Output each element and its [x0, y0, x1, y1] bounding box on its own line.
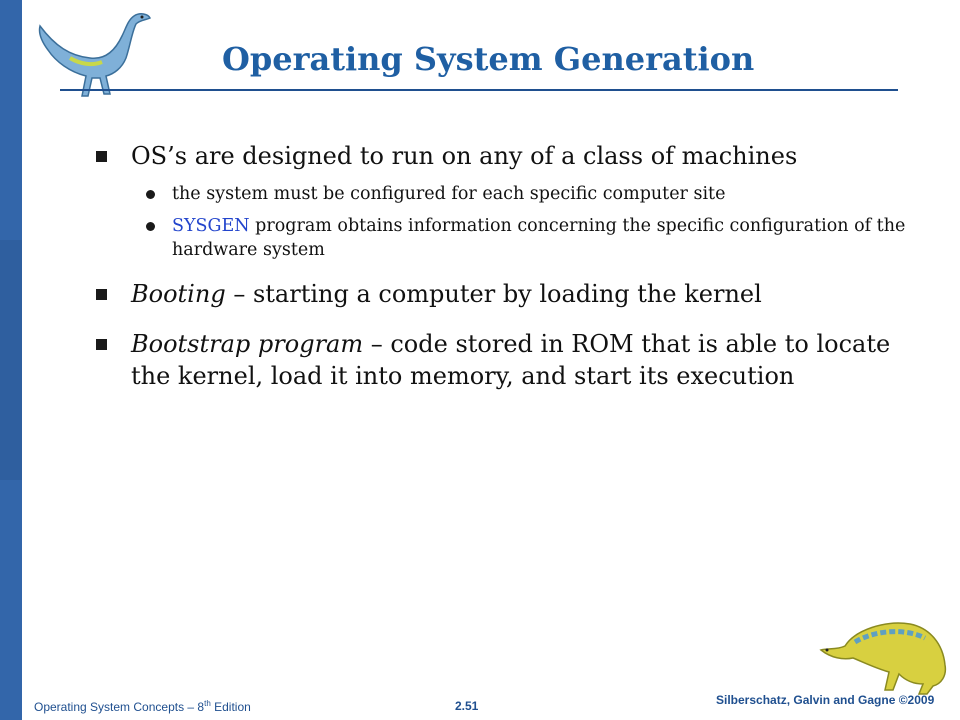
sub-bullet-text: the system must be configured for each specific computer site [172, 184, 726, 204]
round-bullet-icon [146, 190, 155, 199]
sysgen-term: SYSGEN [172, 216, 250, 236]
slide-content [96, 140, 926, 410]
sidebar-bar [0, 0, 22, 720]
sub-list-item [96, 182, 926, 206]
sub-list-item [96, 214, 926, 262]
round-bullet-icon [146, 222, 155, 231]
bullet-text: – code stored in ROM that is able to locate the kernel, load it into memory, and start its execution [131, 330, 891, 390]
square-bullet-icon [96, 151, 107, 162]
page-number: 2.51 [455, 699, 479, 713]
sidebar-segment [0, 480, 22, 720]
list-item [96, 328, 926, 392]
dinosaur-icon [815, 610, 955, 695]
booting-term: Booting [131, 280, 226, 308]
sidebar-segment [0, 240, 22, 480]
square-bullet-icon [96, 289, 107, 300]
footer-book-title [34, 699, 251, 714]
footer-sup: th [204, 699, 211, 708]
bullet-text: OS’s are designed to run on any of a class of machines [131, 142, 798, 170]
page-title: Operating System Generation [222, 40, 755, 78]
footer-authors: Silberschatz, Galvin and Gagne ©2009 [716, 693, 935, 707]
sidebar-segment [0, 0, 22, 240]
footer-book-title-main: Operating System Concepts – 8 [34, 700, 205, 714]
list-item [96, 278, 926, 310]
title-divider [60, 89, 898, 91]
sub-bullet-text: program obtains information concerning the specific configuration of the hardware system [172, 216, 906, 260]
bullet-text: – starting a computer by loading the kernel [225, 280, 762, 308]
footer-book-title-tail: Edition [210, 700, 251, 714]
list-item [96, 140, 926, 172]
bootstrap-term: Bootstrap program [131, 330, 364, 358]
square-bullet-icon [96, 339, 107, 350]
dinosaur-icon [30, 6, 160, 98]
